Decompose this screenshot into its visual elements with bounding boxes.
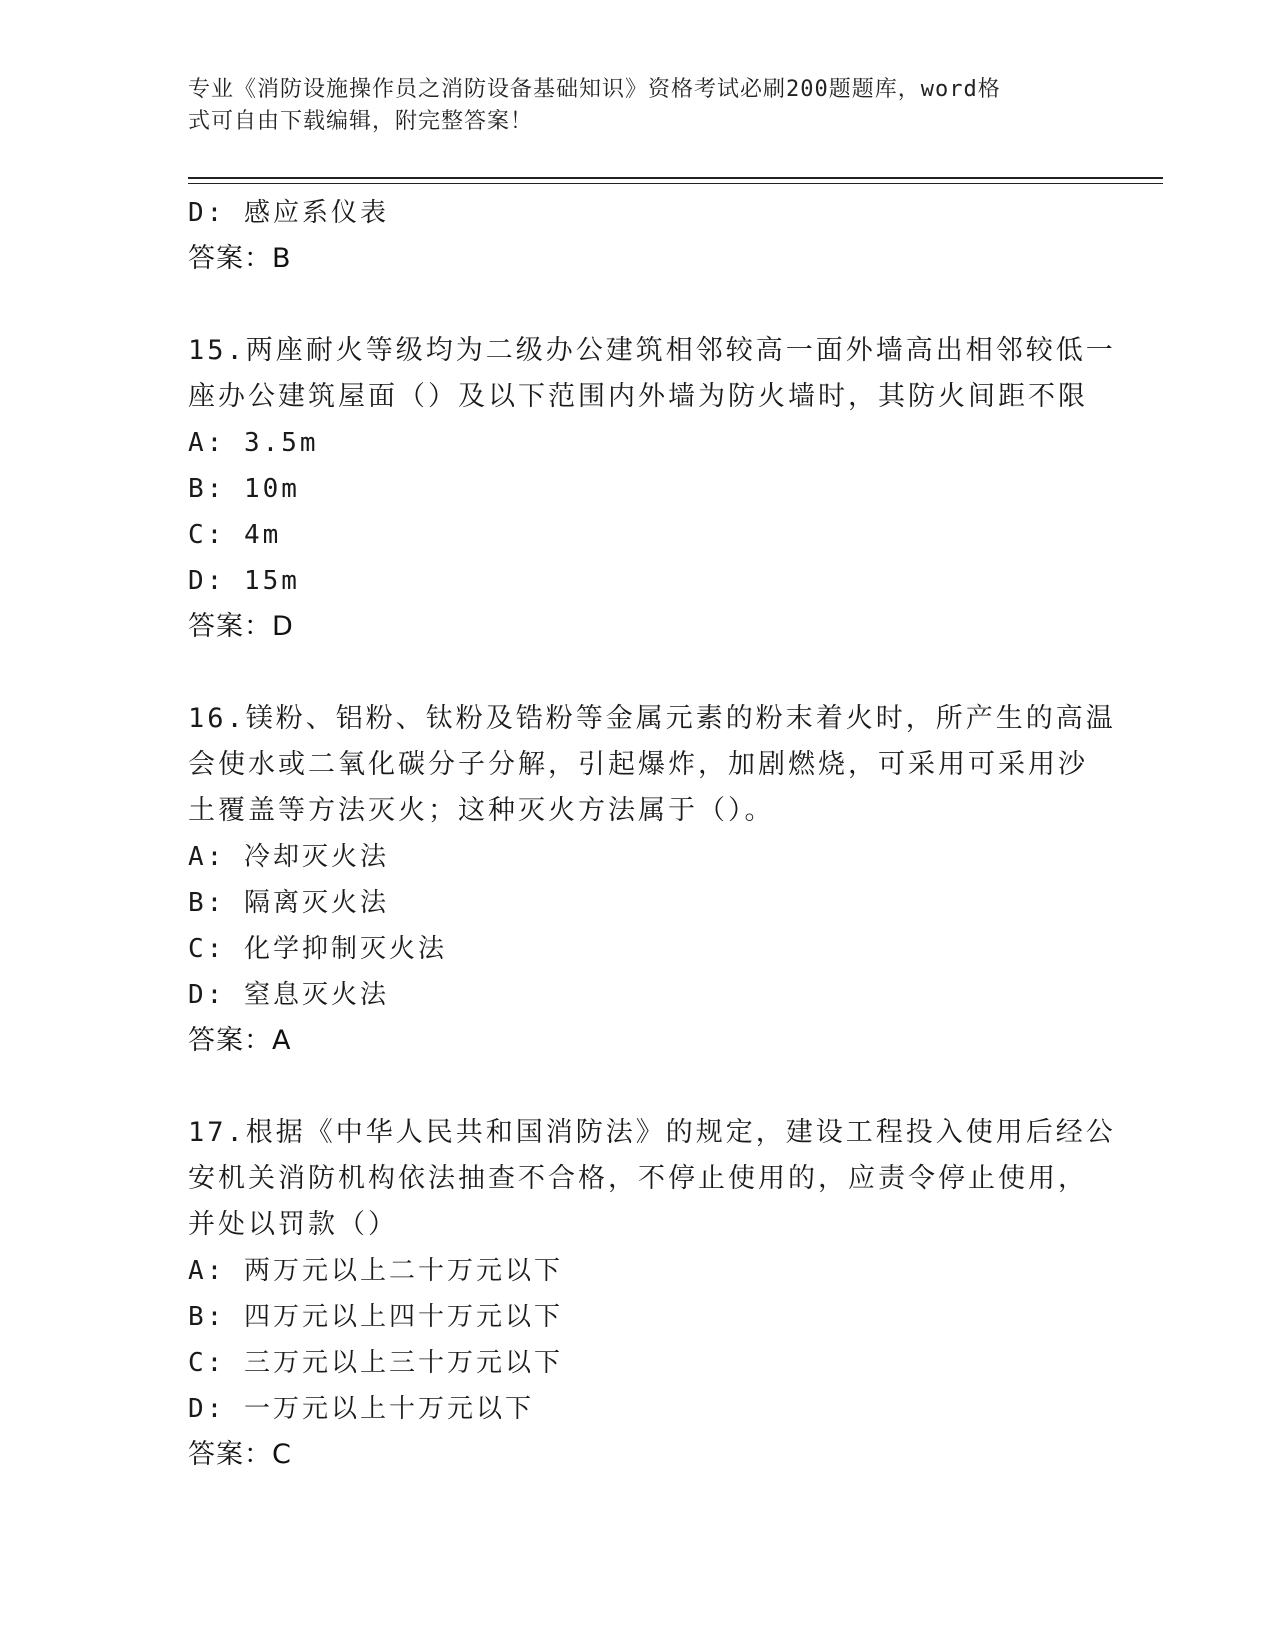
document-body [188,190,1116,1478]
question-17 [188,1110,1116,1478]
option-d: D: 窒息灭火法 [188,980,389,1010]
option-d: D: 一万元以上十万元以下 [188,1394,534,1424]
option-b: B: 四万元以上四十万元以下 [188,1302,563,1332]
question-15 [188,328,1116,650]
question-stem-line: 16.镁粉、铝粉、钛粉及锆粉等金属元素的粉末着火时，所产生的高温 [188,703,1116,734]
option-a: A: 冷却灭火法 [188,842,389,872]
option-c: C: 4m [188,520,282,550]
option-c: C: 三万元以上三十万元以下 [188,1348,563,1378]
previous-question-tail [188,190,1088,282]
question-stem-line: 安机关消防机构依法抽查不合格，不停止使用的，应责令停止使用， [188,1163,1088,1194]
option-a: A: 两万元以上二十万元以下 [188,1256,563,1286]
option-d: D: 感应系仪表 [188,198,389,228]
option-b: B: 隔离灭火法 [188,888,389,918]
question-stem-line: 15.两座耐火等级均为二级办公建筑相邻较高一面外墙高出相邻较低一 [188,335,1116,366]
question-stem-line: 17.根据《中华人民共和国消防法》的规定，建设工程投入使用后经公 [188,1117,1116,1148]
option-b: B: 10m [188,474,300,504]
option-d: D: 15m [188,566,300,596]
header-divider-thick [188,177,1163,179]
header-line-2: 式可自由下载编辑，附完整答案！ [188,109,534,134]
spacer [188,282,1088,328]
answer-line: 答案：C [188,1439,292,1470]
answer-line: 答案：D [188,611,294,642]
question-16 [188,696,1116,1064]
question-stem-line: 会使水或二氧化碳分子分解，引起爆炸，加剧燃烧，可采用可采用沙 [188,749,1088,780]
option-c: C: 化学抑制灭火法 [188,934,447,964]
header-line-1: 专业《消防设施操作员之消防设备基础知识》资格考试必刷200题题库，word格 [188,77,1001,102]
question-stem-line: 并处以罚款（） [188,1209,398,1240]
question-stem-line: 座办公建筑屋面（）及以下范围内外墙为防火墙时，其防火间距不限 [188,381,1088,412]
header-divider-thin [188,183,1163,184]
answer-line: 答案：B [188,243,292,274]
question-stem-line: 土覆盖等方法灭火；这种灭火方法属于（）。 [188,795,775,826]
answer-line: 答案：A [188,1025,292,1056]
option-a: A: 3.5m [188,428,319,458]
document-header [188,74,1068,138]
spacer [188,650,1088,696]
spacer [188,1064,1088,1110]
